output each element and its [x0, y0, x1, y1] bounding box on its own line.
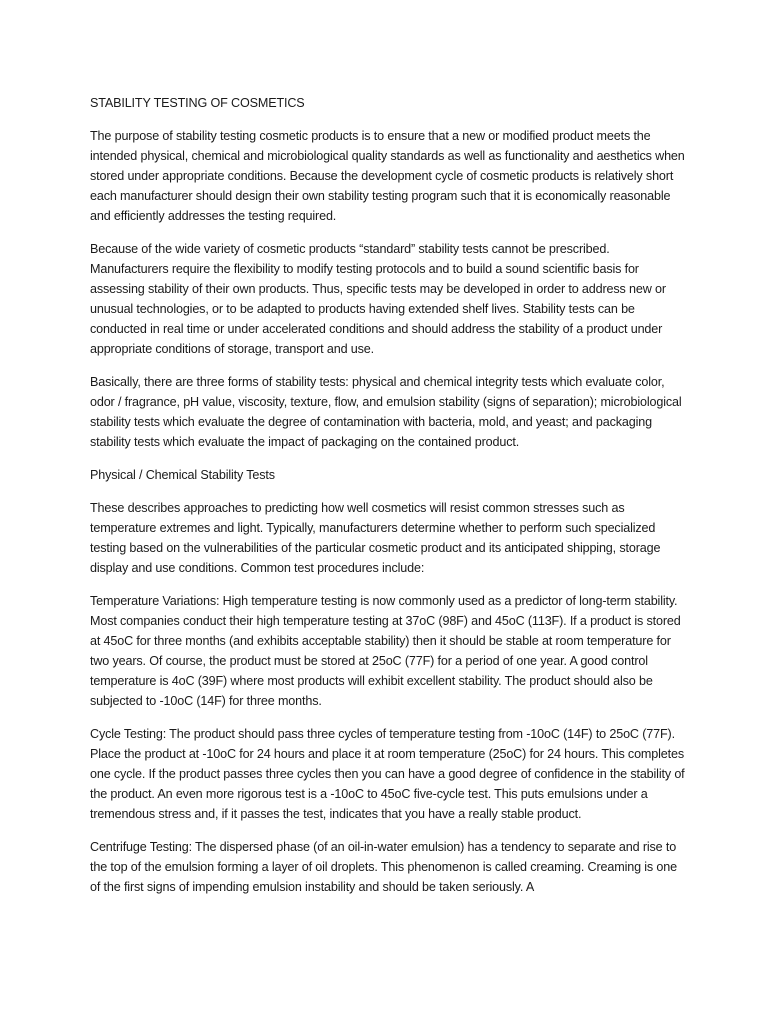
intro-paragraph-1: The purpose of stability testing cosmetic products is to ensure that a new or modified product meets the intended physical, chemical and microbiological quality standards as well as functionality and aesthetics when stored under appropriate conditions. Because the development cycle of cosmetic products is relatively short each manufacturer should design their own stability testing program such that it is economically reasonable and efficiently addresses the testing required. — [90, 129, 685, 223]
section-paragraph-centrifuge: Centrifuge Testing: The dispersed phase (of an oil-in-water emulsion) has a tendency to separate and rise to the top of the emulsion forming a layer of oil droplets. This phenomenon is called creaming. Creaming is one of the first signs of impending emulsion instability and should be taken seriously. A — [90, 840, 677, 894]
document-title: STABILITY TESTING OF COSMETICS — [90, 96, 305, 110]
section-paragraph-approaches: These describes approaches to predicting how well cosmetics will resist common stresses such as temperature extremes and light. Typically, manufacturers determine whether to perform such specialized testing based on the vulnerabilities of the particular cosmetic product and its anticipated shipping, storage display and use conditions. Common test procedures include: — [90, 501, 661, 575]
intro-paragraph-2: Because of the wide variety of cosmetic products “standard” stability tests cannot be prescribed. Manufacturers require the flexibility to modify testing protocols and to build a sound scientific basis for assessing stability of their own products. Thus, specific tests may be developed in order to address new or unusual technologies, or to be adapted to products having extended shelf lives. Stability tests can be conducted in real time or under accelerated conditions and should address the stability of a product under appropriate conditions of storage, transport and use. — [90, 242, 666, 356]
section-paragraph-temperature: Temperature Variations: High temperature testing is now commonly used as a predictor of long-term stability. Most companies conduct their high temperature testing at 37oC (98F) and 45oC (113F). If a product is stored at 45oC for three months (and exhibits acceptable stability) then it should be stable at room temperature for two years. Of course, the product must be stored at 25oC (77F) for a period of one year. A good control temperature is 4oC (39F) where most products will exhibit excellent stability. The product should also be subjected to -10oC (14F) for three months. — [90, 594, 681, 708]
intro-paragraph-3: Basically, there are three forms of stability tests: physical and chemical integrity tests which evaluate color, odor / fragrance, pH value, viscosity, texture, flow, and emulsion stability (signs of separation); microbiological stability tests which evaluate the degree of contamination with bacteria, mold, and yeast; and packaging stability tests which evaluate the impact of packaging on the contained product. — [90, 375, 682, 449]
section-heading: Physical / Chemical Stability Tests — [90, 468, 275, 482]
section-paragraph-cycle: Cycle Testing: The product should pass three cycles of temperature testing from -10oC (14F) to 25oC (77F). Place the product at -10oC for 24 hours and place it at room temperature (25oC) for 24 hours. This completes one cycle. If the product passes three cycles then you can have a good degree of confidence in the stability of the product. An even more rigorous test is a -10oC to 45oC five-cycle test. This puts emulsions under a tremendous stress and, if it passes the test, indicates that you have a really stable product. — [90, 727, 685, 821]
document-page — [90, 93, 690, 910]
